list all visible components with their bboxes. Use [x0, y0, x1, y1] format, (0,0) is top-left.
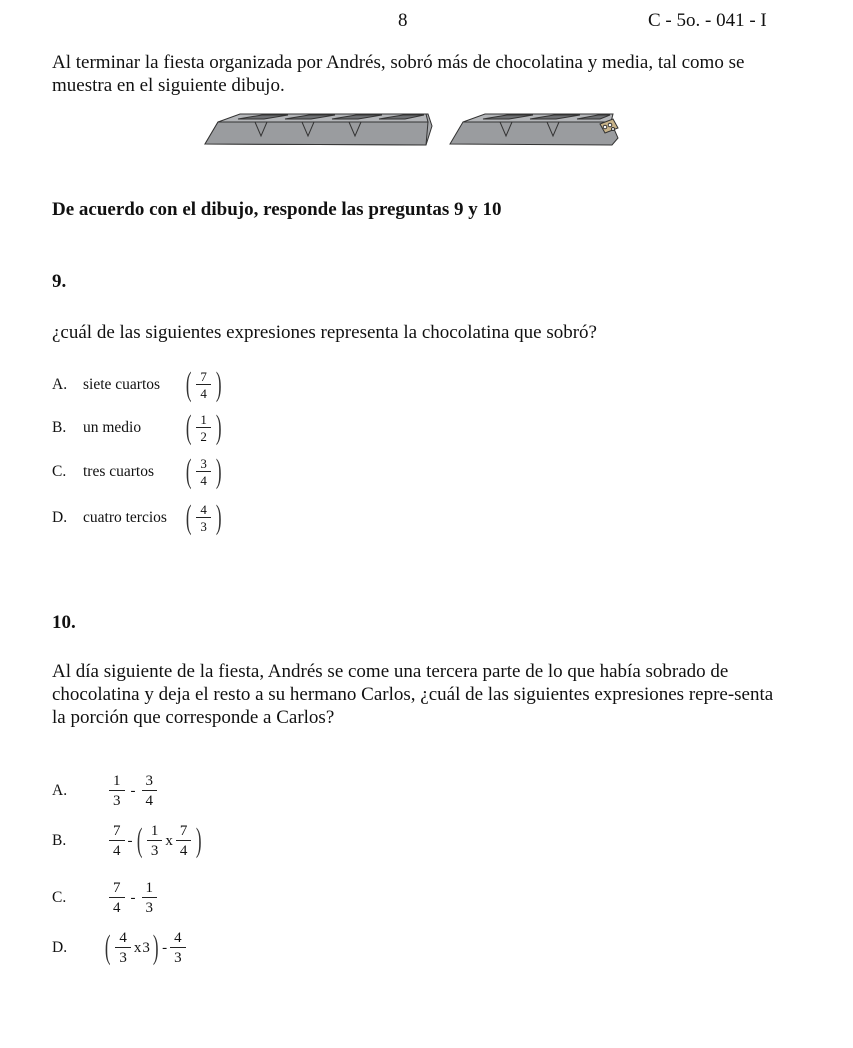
denominator: 4 [179, 843, 188, 859]
numerator: 3 [196, 457, 211, 472]
denominator: 4 [113, 843, 121, 859]
option-letter: C. [52, 463, 67, 480]
q10-option-b[interactable]: B. $\frac{7}{4}$ - ( $\frac{1}{3}$ x $\frac{7}{4}$ ) [52, 822, 202, 859]
question-10-number: 10. [52, 612, 76, 633]
denominator: 4 [145, 793, 153, 809]
denominator: 4 [113, 900, 121, 916]
numerator: 7 [109, 823, 125, 841]
q9-option-a[interactable] [52, 366, 224, 403]
fraction-expression: ( $\frac{4}{3}$ ) [185, 499, 222, 536]
option-text: siete cuartos [83, 376, 161, 393]
integer: 3 [142, 939, 150, 956]
operator: x [133, 939, 142, 956]
chocolate-bar-partial [450, 114, 618, 145]
numerator: 7 [109, 880, 125, 898]
numerator: 3 [142, 773, 158, 791]
denominator: 3 [150, 843, 159, 859]
denominator: 3 [119, 950, 127, 966]
q9-option-c[interactable] [52, 453, 224, 490]
denominator: 3 [113, 793, 121, 809]
numerator: 1 [142, 880, 158, 898]
operator: - [130, 889, 136, 906]
q10-option-d[interactable]: D. ( $\frac{4}{3}$ x 3 ) - $\frac{4}{3}$ [52, 930, 188, 966]
numerator: 1 [196, 413, 211, 428]
option-text: tres cuartos [83, 463, 155, 480]
question-9-text: ¿cuál de las siguientes expresiones representa la chocolatina que sobró? [52, 322, 597, 343]
numerator: 7 [176, 823, 192, 841]
operator: x [165, 832, 173, 849]
numerator: 4 [115, 930, 131, 948]
denominator: 4 [200, 473, 207, 488]
numerator: 4 [170, 930, 186, 948]
instruction-heading: De acuerdo con el dibujo, responde las preguntas 9 y 10 [52, 199, 502, 220]
denominator: 3 [174, 950, 182, 966]
q10-option-a[interactable] [52, 773, 159, 809]
operator: - [127, 832, 133, 849]
option-letter: B. [52, 832, 67, 849]
numerator: 4 [196, 503, 211, 518]
fraction-expression: ( $\frac{3}{4}$ ) [185, 453, 222, 490]
intro-text: Al terminar la fiesta organizada por Andrés, sobró más de chocolatina y media, tal como se muestra en el siguiente dibujo. [52, 52, 745, 96]
denominator: 2 [200, 429, 207, 444]
q9-option-d[interactable] [52, 499, 224, 536]
operator: - [162, 939, 168, 956]
document-code: C - 5o. - 041 - I [648, 10, 767, 31]
option-letter: B. [52, 419, 67, 436]
q10-option-c[interactable] [52, 880, 159, 916]
page-number: 8 [398, 10, 408, 31]
option-text: un medio [83, 419, 142, 436]
denominator: 3 [145, 900, 153, 916]
question-10-text: Al día siguiente de la fiesta, Andrés se come una tercera parte de lo que había sobrado de chocolatina y deja el resto a su hermano Carlos, ¿cuál de las siguientes expresiones repre-senta la porción que corresponde a Carlos? [52, 661, 774, 728]
numerator: 1 [109, 773, 125, 791]
fraction-expression: ( $\frac{7}{4}$ ) [185, 366, 222, 403]
option-letter: A. [52, 376, 68, 393]
chocolate-bars-illustration [200, 108, 630, 153]
denominator: 4 [200, 386, 207, 401]
fraction-expression: ( $\frac{1}{2}$ ) [185, 409, 222, 446]
q9-option-b[interactable] [52, 409, 224, 446]
denominator: 3 [200, 519, 207, 534]
option-letter: D. [52, 509, 68, 526]
option-letter: C. [52, 889, 67, 906]
option-text: cuatro tercios [83, 509, 167, 526]
operator: - [130, 782, 136, 799]
question-9-number: 9. [52, 271, 67, 292]
option-letter: A. [52, 782, 68, 799]
option-letter: D. [52, 939, 68, 956]
chocolate-bar-full [205, 114, 432, 145]
numerator: 1 [147, 823, 163, 841]
numerator: 7 [196, 370, 211, 385]
